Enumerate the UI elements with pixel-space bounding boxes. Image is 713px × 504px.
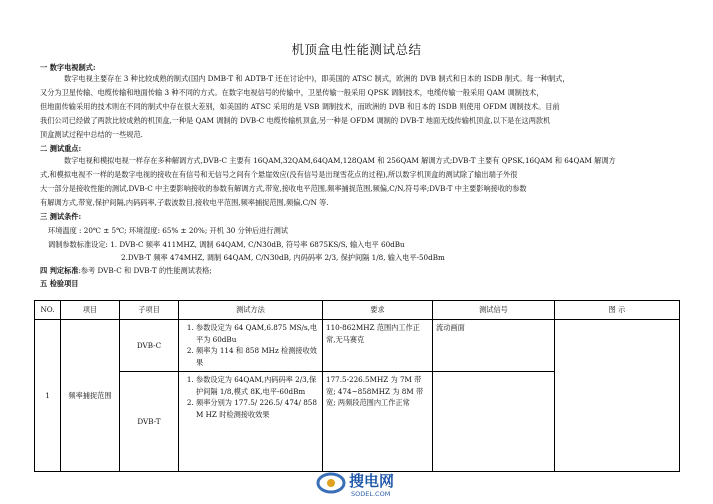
table-header-row bbox=[35, 301, 680, 320]
cell-subitem-dvbc: DVB-C bbox=[120, 320, 179, 372]
watermark-text: 搜电网 bbox=[349, 472, 395, 490]
section-1-line: 又分为卫星传输、电缆传输和地面传输 3 种不同的方式。在数字电视信号的传输中，卫星传输一般采用 QPSK 调制技术，电缆传输一般采用 QAM 调制技术， bbox=[40, 88, 544, 97]
cell-method-dvbc bbox=[179, 320, 323, 372]
cell-method-dvbt bbox=[179, 372, 323, 472]
col-header-no: NO. bbox=[35, 301, 61, 320]
section-2-line: 有解调方式,带宽,保护间隔,内码码率,子载波数目,接收电平范围,频率捕捉范围,频偏,C/N 等. bbox=[40, 198, 329, 207]
test-environment: 环境温度 : 20℃ ± 5℃; 环境湿度: 65% ± 20%; 开机 30 分钟后进行测试 bbox=[48, 226, 288, 235]
standard-setting-2: 2.DVB-T 频率 474MHZ, 调制 64QAM, C/N30dB, 内码码率 2/3, 保护间隔 1/8, 输入电平-50dBm bbox=[121, 253, 445, 262]
section-1-line: 数字电视主要存在 3 种比较成熟的制式(国内 DMB-T 和 ADTB-T 还在讨论中)，即美国的 ATSC 制式，欧洲的 DVB 制式和日本的 ISDB 制式。每一种制式， bbox=[64, 74, 570, 83]
section-1-line: 顶盒测试过程中总结的一些规范. bbox=[40, 130, 143, 139]
section-2-line: 大一部分是接收性能的测试,DVB-C 中主要影响接收的参数有解调方式,带宽,接收电平范围,频率捕捉范围,频偏,C/N,符号率;DVB-T 中主要影响接收的参数 bbox=[40, 184, 527, 193]
col-header-requirement: 要求 bbox=[323, 301, 433, 320]
watermark-subtext: SODEL.COM bbox=[351, 490, 391, 498]
cell-requirement-dvbc: 110-862MHZ 范围内工作正常,无马赛克 bbox=[323, 320, 433, 372]
cell-signal-dvbt bbox=[433, 372, 555, 472]
col-header-item: 项目 bbox=[61, 301, 120, 320]
watermark-logo-icon bbox=[315, 468, 445, 498]
document-title: 机顶盒电性能测试总结 bbox=[291, 42, 422, 57]
cell-subitem-dvbt: DVB-T bbox=[120, 372, 179, 472]
cell-illustration bbox=[555, 320, 680, 472]
cell-requirement-dvbt: 177.5-226.5MHZ 为 7M 带宽; 474~858MHZ 为 8M 带宽; 两频段范围内工作正常 bbox=[323, 372, 433, 472]
cell-item: 频率捕捉范围 bbox=[61, 320, 120, 472]
section-4-text: :参考 DVB-C 和 DVB-T 的性能测试表格; bbox=[78, 266, 212, 275]
cell-no: 1 bbox=[35, 320, 61, 472]
col-header-illustration: 图 示 bbox=[555, 301, 680, 320]
table-row bbox=[35, 320, 680, 372]
inspection-table bbox=[34, 300, 680, 472]
section-4 bbox=[40, 265, 670, 276]
section-2-line: 数字电视和模拟电视一样存在多种解调方式,DVB-C 主要有 16QAM,32QAM,64QAM,128QAM 和 256QAM 解调方式;DVB-T 主要有 QPSK,16QAM 和 64QAM 解调方 bbox=[64, 156, 616, 165]
section-3-heading: 三 测试条件: bbox=[40, 212, 82, 221]
standard-setting-1: 调制参数标准设定: 1. DVB-C 频率 411MHZ, 调制 64QAM, C/N30dB, 符号率 6875KS/S, 输入电平 60dBu bbox=[48, 240, 405, 249]
section-1-heading: 一 数字电视制式: bbox=[40, 63, 96, 72]
method-step: 2. 频率分别为 177.5/ 226.5/ 474/ 858 M HZ 时检测接收效果 bbox=[196, 397, 319, 420]
section-2-line: 式,和模拟电视不一样的是数字电视的接收在有信号和无信号之间有个悬崖效应(没有信号是出现雪花点的过程),所以数字机顶盒的测试除了输出端子外很 bbox=[40, 170, 518, 179]
col-header-subitem: 子项目 bbox=[120, 301, 179, 320]
section-5-heading: 五 检验项目 bbox=[40, 279, 79, 288]
cell-signal-dvbc: 流动画面 bbox=[433, 320, 555, 372]
section-1-line: 我们公司已经做了两款比较成熟的机顶盒,一种是 QAM 调制的 DVB-C 电缆传输机顶盒,另一种是 OFDM 调制的 DVB-T 地面无线传输机顶盒,以下是在这两款机 bbox=[40, 116, 551, 125]
section-1-line: 但地面传输采用的技术则在不同的制式中存在很大差别，如美国的 ATSC 采用的是 VSB 调制技术，而欧洲的 DVB 和日本的 ISDB 则使用 OFDM 调制技术。目前 bbox=[40, 102, 560, 111]
method-step: 2. 频率为 114 和 858 MHz 检测接收效果 bbox=[196, 345, 319, 368]
watermark-logo bbox=[315, 468, 445, 498]
method-step: 1. 参数设定为 64QAM,内码码率 2/3,保护间隔 1/8,模式 8K,电平-60dBm bbox=[196, 374, 319, 397]
section-4-heading: 四 判定标准 bbox=[40, 266, 79, 275]
col-header-signal: 测试信号 bbox=[433, 301, 555, 320]
section-2-heading: 二 测试重点: bbox=[40, 144, 82, 153]
method-step: 1. 参数设定为 64 QAM,6.875 MS/s,电平为 60dBu bbox=[196, 322, 319, 345]
col-header-method: 测试方法 bbox=[179, 301, 323, 320]
